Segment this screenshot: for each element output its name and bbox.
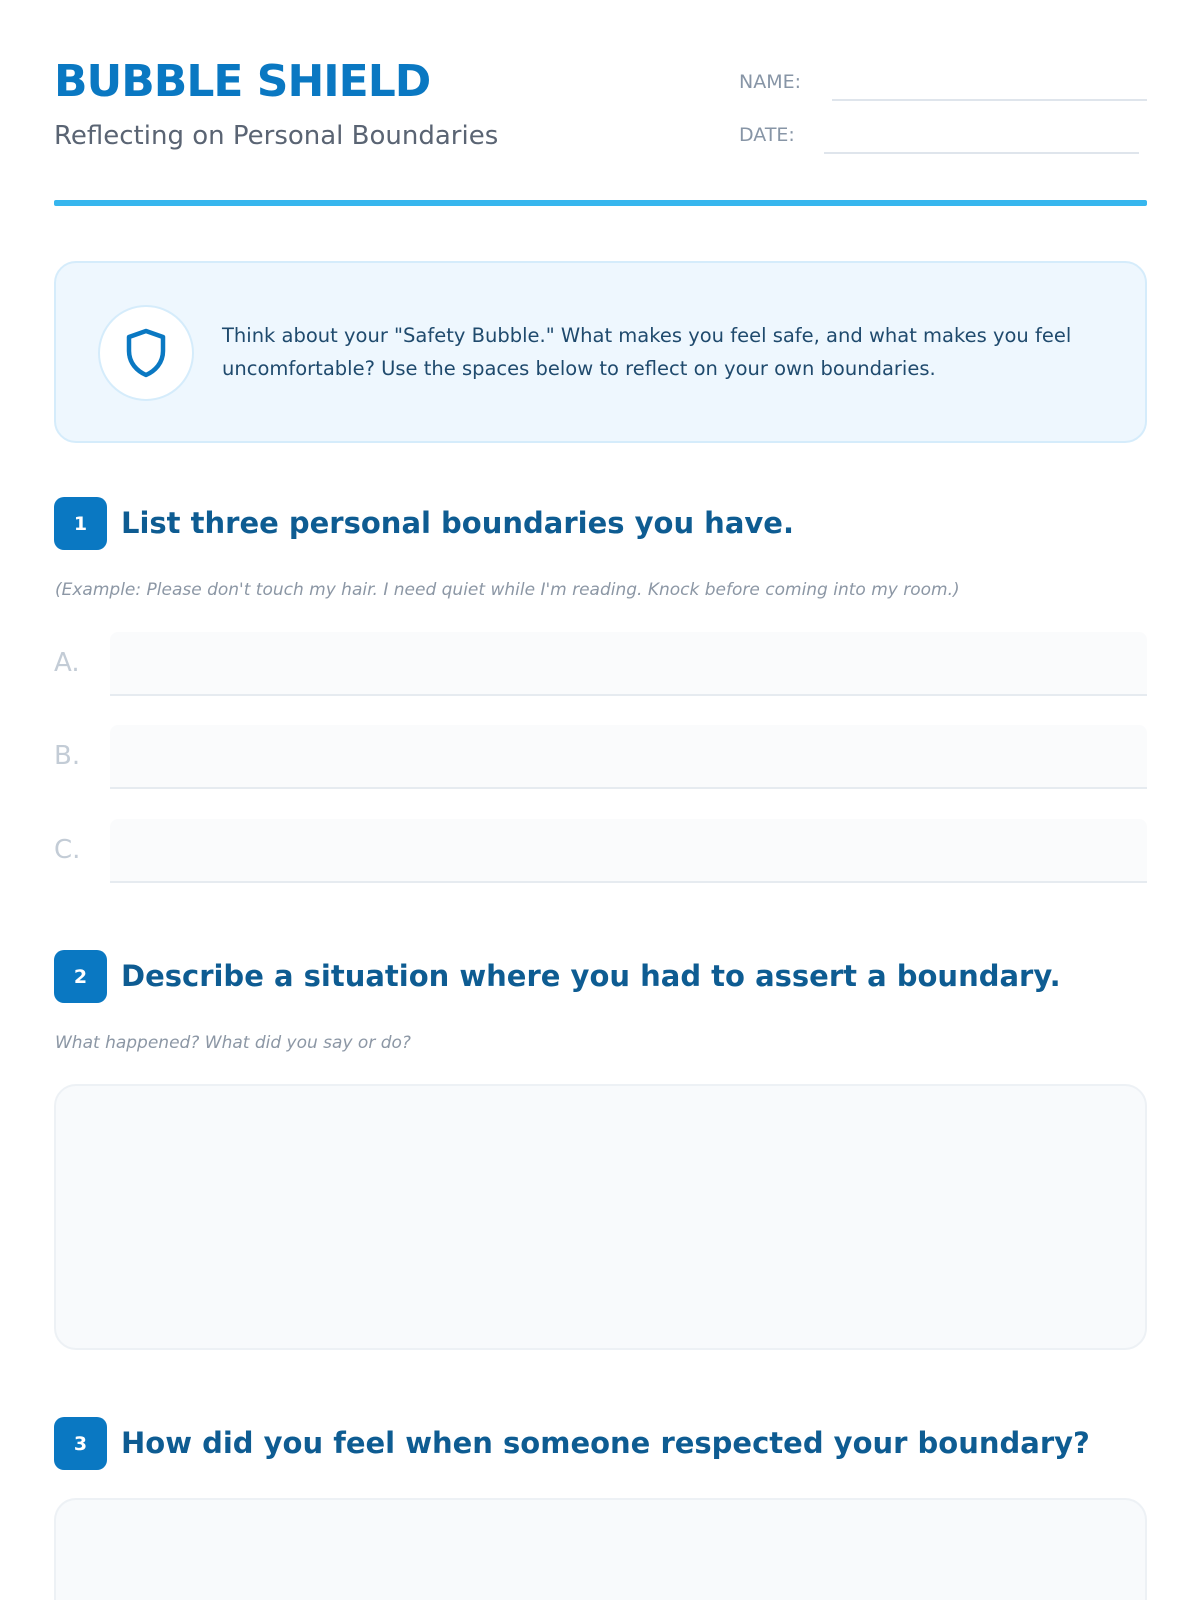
- header-divider: [54, 200, 1147, 206]
- section-3-title: How did you feel when someone respected your boundary?: [121, 1426, 1090, 1460]
- name-row: [739, 61, 1147, 101]
- answer-letter-b: B.: [54, 741, 81, 771]
- section-3-badge: 3: [54, 1417, 107, 1470]
- answer-letter-a: A.: [54, 648, 80, 678]
- page-title: BUBBLE SHIELD: [54, 56, 431, 107]
- answer-row-a: [54, 632, 1147, 698]
- date-row: [739, 114, 1147, 154]
- section-2-hint: What happened? What did you say or do?: [55, 1033, 411, 1053]
- section-3-answer-box[interactable]: [54, 1498, 1147, 1600]
- intro-callout: [54, 261, 1147, 443]
- section-2-answer-box[interactable]: [54, 1084, 1147, 1350]
- intro-icon-circle: [98, 305, 194, 401]
- date-label: DATE:: [739, 124, 795, 146]
- section-1-hint: (Example: Please don't touch my hair. I need quiet while I'm reading. Knock before coming into my room.): [55, 580, 960, 600]
- section-2-title: Describe a situation where you had to assert a boundary.: [121, 959, 1061, 993]
- answer-letter-c: C.: [54, 835, 81, 865]
- answer-row-b: [54, 725, 1147, 791]
- section-2-badge: 2: [54, 950, 107, 1003]
- worksheet-header: [54, 56, 1147, 206]
- name-label: NAME:: [739, 71, 802, 93]
- answer-field-b[interactable]: [110, 725, 1147, 789]
- shield-icon: [123, 327, 169, 379]
- answer-field-a[interactable]: [110, 632, 1147, 696]
- section-1-heading: [54, 497, 1147, 551]
- page-subtitle: Reflecting on Personal Boundaries: [54, 121, 499, 151]
- name-field[interactable]: [832, 99, 1147, 101]
- answer-row-c: [54, 819, 1147, 885]
- section-1-badge: 1: [54, 497, 107, 550]
- date-field[interactable]: [824, 152, 1139, 154]
- intro-text: Think about your "Safety Bubble." What makes you feel safe, and what makes you feel uncomfortable? Use the spaces below to reflect on your own boundaries.: [222, 324, 1072, 380]
- section-1-title: List three personal boundaries you have.: [121, 506, 794, 540]
- section-3-heading: [54, 1417, 1147, 1471]
- section-2-heading: [54, 950, 1147, 1004]
- answer-field-c[interactable]: [110, 819, 1147, 883]
